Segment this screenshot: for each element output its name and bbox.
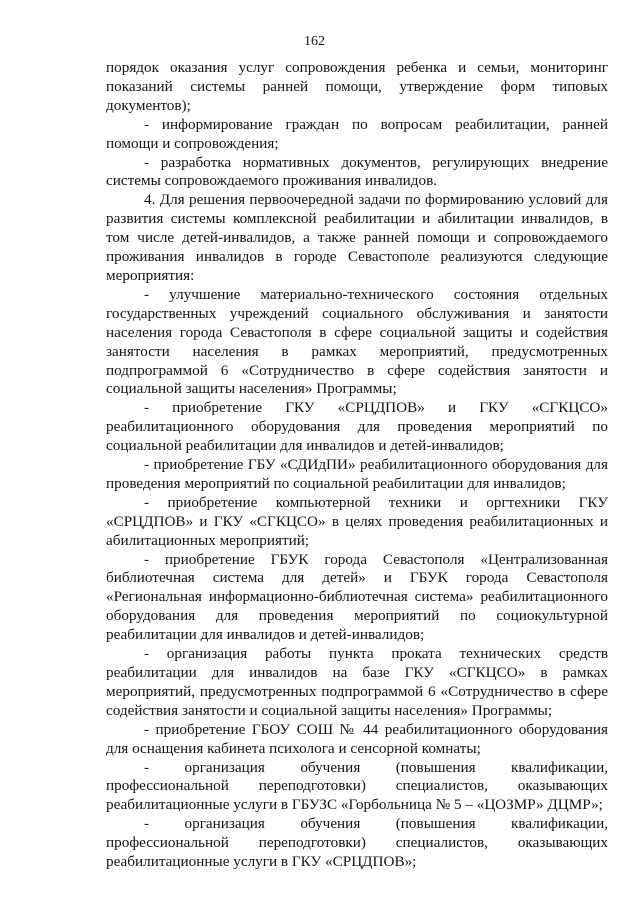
list-item-school-44-equipment: - приобретение ГБОУ СОШ № 44 реабилитационного оборудования для оснащения кабинета психолога и сенсорной комнаты;: [106, 720, 608, 757]
paragraph-continuation: порядок оказания услуг сопровождения ребенка и семьи, мониторинг показаний системы ранней помощи, утверждение форм типовых документов);: [106, 59, 608, 114]
list-item-normative-documents: - разработка нормативных документов, регулирующих внедрение системы сопровождаемого проживания инвалидов.: [106, 153, 608, 190]
list-item-informing-citizens: - информирование граждан по вопросам реабилитации, ранней помощи и сопровождения;: [106, 115, 608, 152]
list-item-computer-equipment: - приобретение компьютерной техники и оргтехники ГКУ «СРЦДПОВ» и ГКУ «СГКЦСО» в целях проведения реабилитационных и абилитационных мероприятий;: [106, 493, 608, 549]
list-item-rental-point: - организация работы пункта проката технических средств реабилитации для инвалидов на базе ГКУ «СГКЦСО» в рамках мероприятий, предусмотренных подпрограммой 6 «Сотрудничество в сфере содействия занятости и социальной защиты населения» Программы;: [106, 645, 608, 719]
document-body: [106, 59, 608, 872]
paragraph-item-4: 4. Для решения первоочередной задачи по формированию условий для развития системы комплексной реабилитации и абилитации инвалидов, в том числе детей-инвалидов, а также ранней помощи и сопровождаемого проживания инвалидов в городе Севастополе реализуются следующие мероприятия:: [106, 191, 608, 284]
list-item-sdidpi-equipment: - приобретение ГБУ «СДИдПИ» реабилитационного оборудования для проведения мероприятий по социальной реабилитации для инвалидов;: [106, 456, 608, 492]
list-item-training-srcdpov: - организация обучения (повышения квалификации, профессиональной переподготовки) специалистов, оказывающих реабилитационные услуги в ГКУ «СРЦДПОВ»;: [106, 815, 608, 871]
page-number: 162: [304, 34, 325, 49]
list-item-material-improvement: - улучшение материально-технического состояния отдельных государственных учреждений социального обслуживания и занятости населения города Севастополя в сфере социальной защиты и содействия занятости населения в рамках мероприятий, предусмотренных подпрограммой 6 «Сотрудничество в сфере содействия занятости и социальной защиты населения» Программы;: [106, 285, 608, 398]
list-item-srcdpov-sgkcso-equipment: - приобретение ГКУ «СРЦДПОВ» и ГКУ «СГКЦСО» реабилитационного оборудования для проведения мероприятий по социальной реабилитации для инвалидов и детей-инвалидов;: [106, 399, 608, 455]
list-item-training-gbuzs: - организация обучения (повышения квалификации, профессиональной переподготовки) специалистов, оказывающих реабилитационные услуги в ГБУЗС «Горбольница № 5 – «ЦОЗМР» ДЦМР»;: [106, 758, 608, 814]
list-item-library-equipment: - приобретение ГБУК города Севастополя «Централизованная библиотечная система для детей» и ГБУК города Севастополя «Региональная информационно-библиотечная система» реабилитационного оборудования для проведения мероприятий по социокультурной реабилитации для инвалидов и детей-инвалидов;: [106, 550, 608, 644]
